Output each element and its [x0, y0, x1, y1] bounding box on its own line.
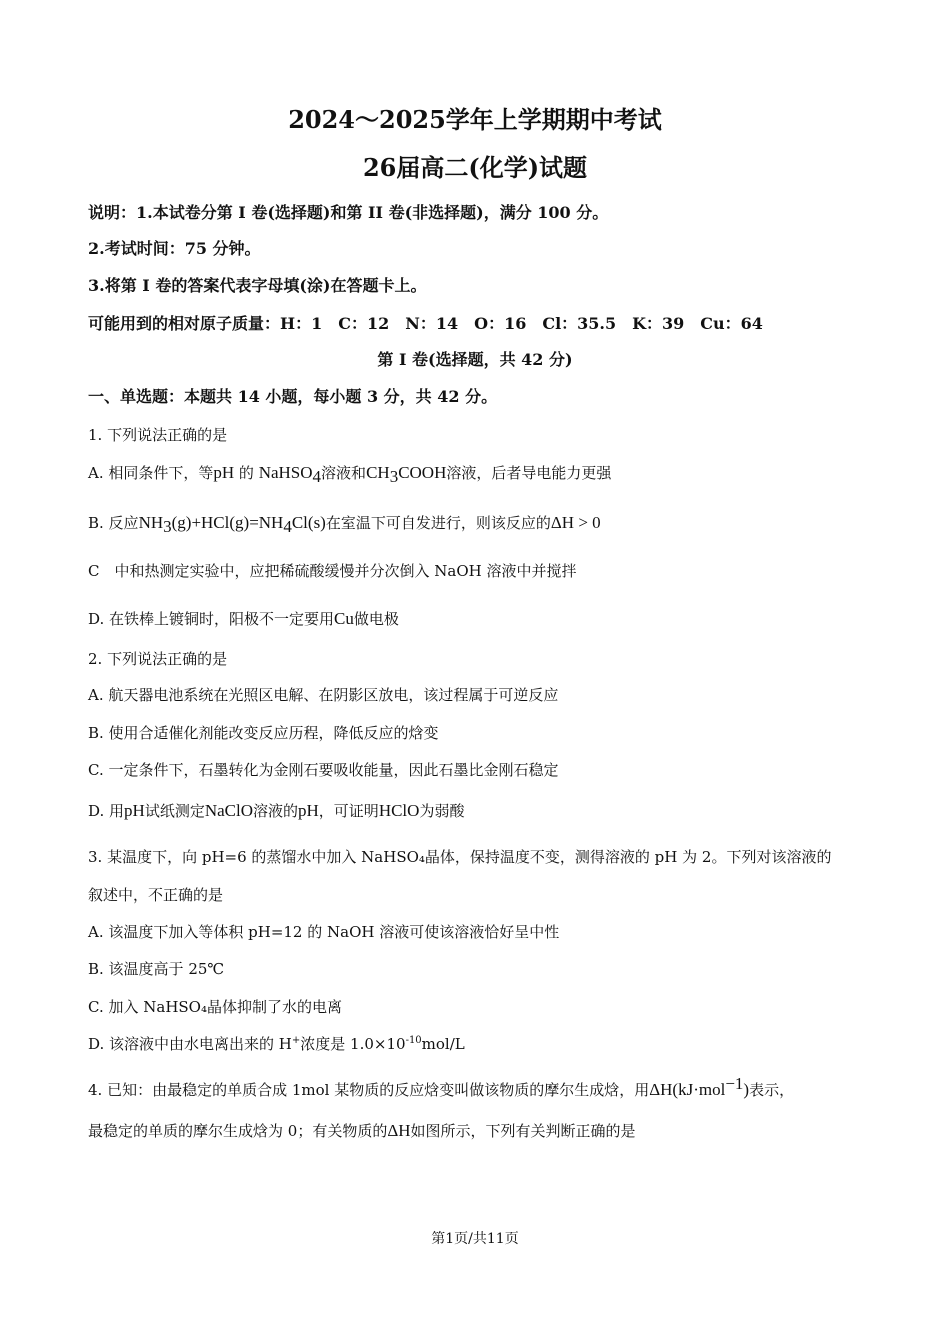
q1-option-d: D. 在铁棒上镀铜时，阳极不一定要用Cu做电极: [88, 609, 399, 628]
part1-heading: 第 I 卷(选择题，共 42 分): [377, 350, 573, 369]
q3-option-b: B. 该温度高于 25℃: [88, 960, 225, 978]
q3-stem-line-1: 3. 某温度下，向 pH=6 的蒸馏水中加入 NaHSO₄晶体，保持温度不变，测得溶液的 pH 为 2。下列对该溶液的: [88, 848, 832, 866]
q1-option-c: C 中和热测定实验中，应把稀硫酸缓慢并分次倒入 NaOH 溶液中并搅拌: [88, 562, 577, 580]
q2-option-c: C. 一定条件下，石墨转化为金刚石要吸收能量，因此石墨比金刚石稳定: [88, 761, 559, 779]
q3-stem-line-2: 叙述中，不正确的是: [88, 886, 224, 904]
q2-stem: 2. 下列说法正确的是: [88, 650, 228, 668]
instructions-line-3: 3.将第 I 卷的答案代表字母填(涂)在答题卡上。: [88, 276, 427, 295]
q1-option-a: A. 相同条件下，等pH 的 NaHSO$_4$溶液和$CH_3COOH$溶液，后者导电能力更强: [88, 463, 612, 486]
q2-option-b: B. 使用合适催化剂能改变反应历程，降低反应的焓变: [88, 724, 439, 742]
exam-subtitle: 26届高二(化学)试题: [362, 153, 588, 182]
q1-option-b: B. 反应$NH_3(g)+HCl(g)=NH_4Cl(s)$在室温下可自发进行，则该反应的ΔH > 0: [88, 513, 601, 536]
atomic-masses: 可能用到的相对原子质量：H：1 C：12 N：14 O：16 Cl：35.5 K：39 Cu：64: [88, 314, 763, 333]
page-number: 第1页/共11页: [431, 1231, 519, 1247]
q2-option-a: A. 航天器电池系统在光照区电解、在阴影区放电，该过程属于可逆反应: [88, 686, 559, 704]
q3-option-c: C. 加入 NaHSO₄晶体抑制了水的电离: [88, 998, 342, 1016]
instructions-line-2: 2.考试时间：75 分钟。: [88, 239, 261, 258]
section-heading: 一、单选题：本题共 14 小题，每小题 3 分，共 42 分。: [88, 387, 498, 406]
q3-option-a: A. 该温度下加入等体积 pH=12 的 NaOH 溶液可使该溶液恰好呈中性: [88, 923, 560, 941]
q2-option-d: D. 用pH试纸测定NaClO溶液的pH，可证明HClO为弱酸: [88, 801, 465, 820]
exam-title: 2024～2025学年上学期期中考试: [288, 105, 662, 134]
instructions-line-1: 说明：1.本试卷分第 I 卷(选择题)和第 II 卷(非选择题)，满分 100 分。: [88, 203, 609, 222]
q4-stem-line-1: 4. 已知：由最稳定的单质合成 1mol 某物质的反应焓变叫做该物质的摩尔生成焓，用ΔH(kJ·mol$^{-1}$)表示，: [88, 1074, 795, 1099]
q1-stem: 1. 下列说法正确的是: [88, 426, 228, 444]
q4-stem-line-2: 最稳定的单质的摩尔生成焓为 0；有关物质的ΔH如图所示，下列有关判断正确的是: [88, 1121, 636, 1140]
q3-option-d: D. 该溶液中由水电离出来的 H+浓度是 $1.0\times 10^{-10}mol/L$: [88, 1035, 465, 1053]
